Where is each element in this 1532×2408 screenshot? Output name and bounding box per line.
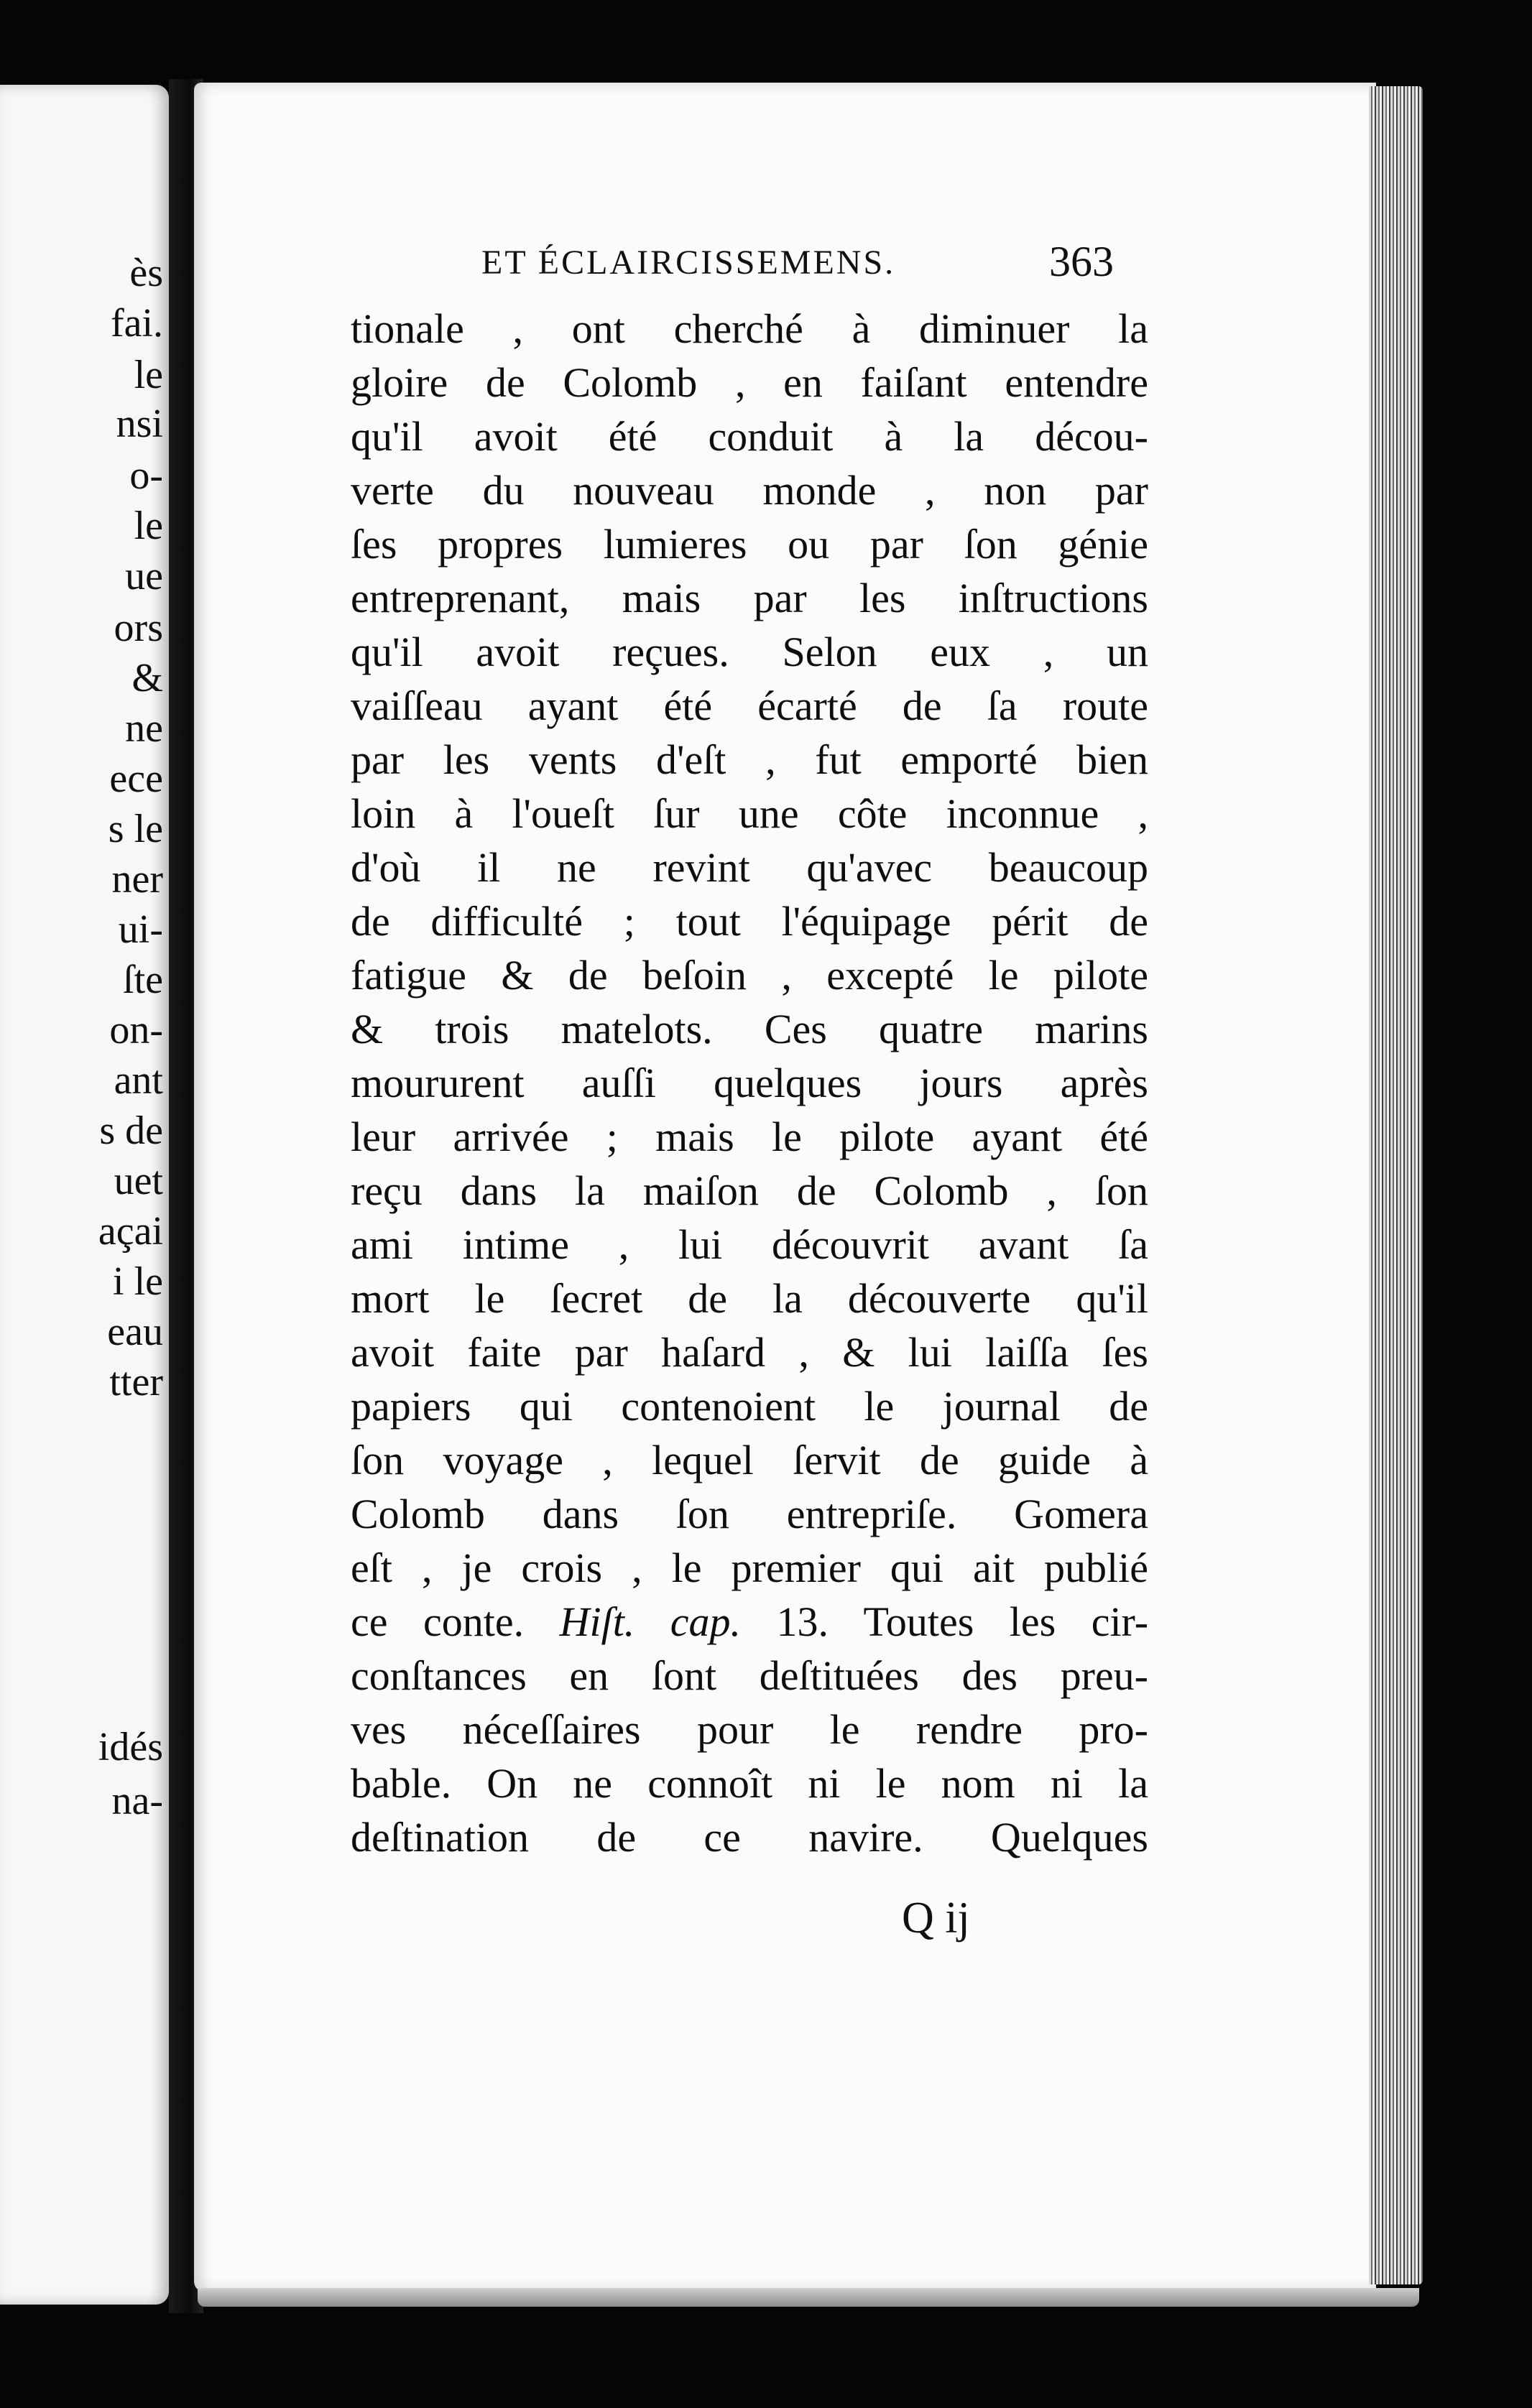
text-line: leur arrivée ; mais le pilote ayant été	[351, 1113, 1148, 1160]
left-page-text-fragment: ece	[109, 756, 163, 801]
left-page-text-fragment: i le	[113, 1259, 163, 1304]
text-line: qu'il avoit été conduit à la décou-	[351, 413, 1148, 460]
left-page-text-fragment: on-	[109, 1008, 163, 1052]
text-line: Colomb dans ſon entrepriſe. Gomera	[351, 1491, 1148, 1537]
left-page-text-fragment: o-	[129, 453, 163, 498]
left-page-text-fragment: ors	[114, 606, 163, 650]
text-line: vaiſſeau ayant été écarté de ſa route	[351, 682, 1148, 729]
text-line: mort le ſecret de la découverte qu'il	[351, 1275, 1148, 1322]
signature-mark: Q ij	[902, 1894, 970, 1942]
text-line: avoit faite par haſard , & lui laiſſa ſes	[351, 1329, 1148, 1376]
text-line: fatigue & de beſoin , excepté le pilote	[351, 952, 1148, 999]
running-head: ET ÉCLAIRCISSEMENS.	[481, 244, 896, 282]
left-page-text-fragment: ne	[125, 706, 163, 751]
left-page-text-fragment: fai.	[110, 301, 163, 346]
text-line: bable. On ne connoît ni le nom ni la	[351, 1760, 1148, 1807]
text-line: gloire de Colomb , en faiſant entendre	[351, 359, 1148, 406]
page-number: 363	[1049, 238, 1114, 285]
text-line: moururent auſſi quelques jours après	[351, 1060, 1148, 1106]
text-line: reçu dans la maiſon de Colomb , ſon	[351, 1167, 1148, 1214]
text-line: qu'il avoit reçues. Selon eux , un	[351, 629, 1148, 675]
left-page-text-fragment: &	[131, 656, 163, 700]
book-bottom-edge	[198, 2288, 1419, 2307]
page-edges	[1369, 86, 1423, 2284]
left-page-text-fragment: nsi	[116, 402, 163, 446]
text-line: par les vents d'eſt , fut emporté bien	[351, 736, 1148, 783]
text-line: ami intime , lui découvrit avant ſa	[351, 1221, 1148, 1268]
left-page-fragment	[0, 85, 169, 2305]
text-line: eſt , je crois , le premier qui ait publié	[351, 1545, 1148, 1591]
text-segment: 13. Toutes les cir-	[776, 1598, 1148, 1645]
text-line: tionale , ont cherché à diminuer la	[351, 305, 1148, 352]
text-line: de difficulté ; tout l'équipage périt de	[351, 898, 1148, 945]
left-page-text-fragment: ès	[129, 251, 163, 295]
citation-italic: Hiſt. cap.	[559, 1598, 742, 1645]
left-page-text-fragment: le	[134, 353, 163, 397]
text-line: ſes propres lumieres ou par ſon génie	[351, 521, 1148, 568]
text-line: entreprenant, mais par les inſtructions	[351, 575, 1148, 621]
text-line: conſtances en ſont deſtituées des preu-	[351, 1652, 1148, 1699]
left-page-text-fragment: ner	[111, 857, 163, 902]
left-page-text-fragment: ui-	[118, 907, 163, 952]
left-page-text-fragment: le	[134, 504, 163, 548]
left-page-text-fragment: uet	[114, 1159, 163, 1203]
text-line: d'où il ne revint qu'avec beaucoup	[351, 844, 1148, 891]
text-line: papiers qui contenoient le journal de	[351, 1383, 1148, 1430]
text-segment: ce conte.	[351, 1598, 525, 1645]
left-page-text-fragment: idés	[98, 1725, 163, 1769]
left-page-text-fragment: eau	[107, 1310, 163, 1354]
left-page-text-fragment: ant	[114, 1058, 163, 1103]
left-page-text-fragment: ſte	[123, 958, 163, 1002]
text-line: deſtination de ce navire. Quelques	[351, 1814, 1148, 1861]
left-page-text-fragment: ue	[125, 554, 163, 598]
left-page-text-fragment: tter	[109, 1360, 163, 1404]
text-line: verte du nouveau monde , non par	[351, 467, 1148, 514]
text-line: ſon voyage , lequel ſervit de guide à	[351, 1437, 1148, 1483]
body-text	[351, 302, 1148, 1864]
left-page-text-fragment: s de	[99, 1108, 163, 1153]
left-page-text-fragment: açai	[98, 1209, 163, 1254]
text-line	[351, 1595, 1148, 1649]
text-line: loin à l'oueſt ſur une côte inconnue ,	[351, 790, 1148, 837]
text-line: & trois matelots. Ces quatre marins	[351, 1006, 1148, 1052]
text-line: ves néceſſaires pour le rendre pro-	[351, 1706, 1148, 1753]
left-page-text-fragment: na-	[111, 1779, 163, 1823]
left-page-text-fragment: s le	[108, 807, 163, 851]
